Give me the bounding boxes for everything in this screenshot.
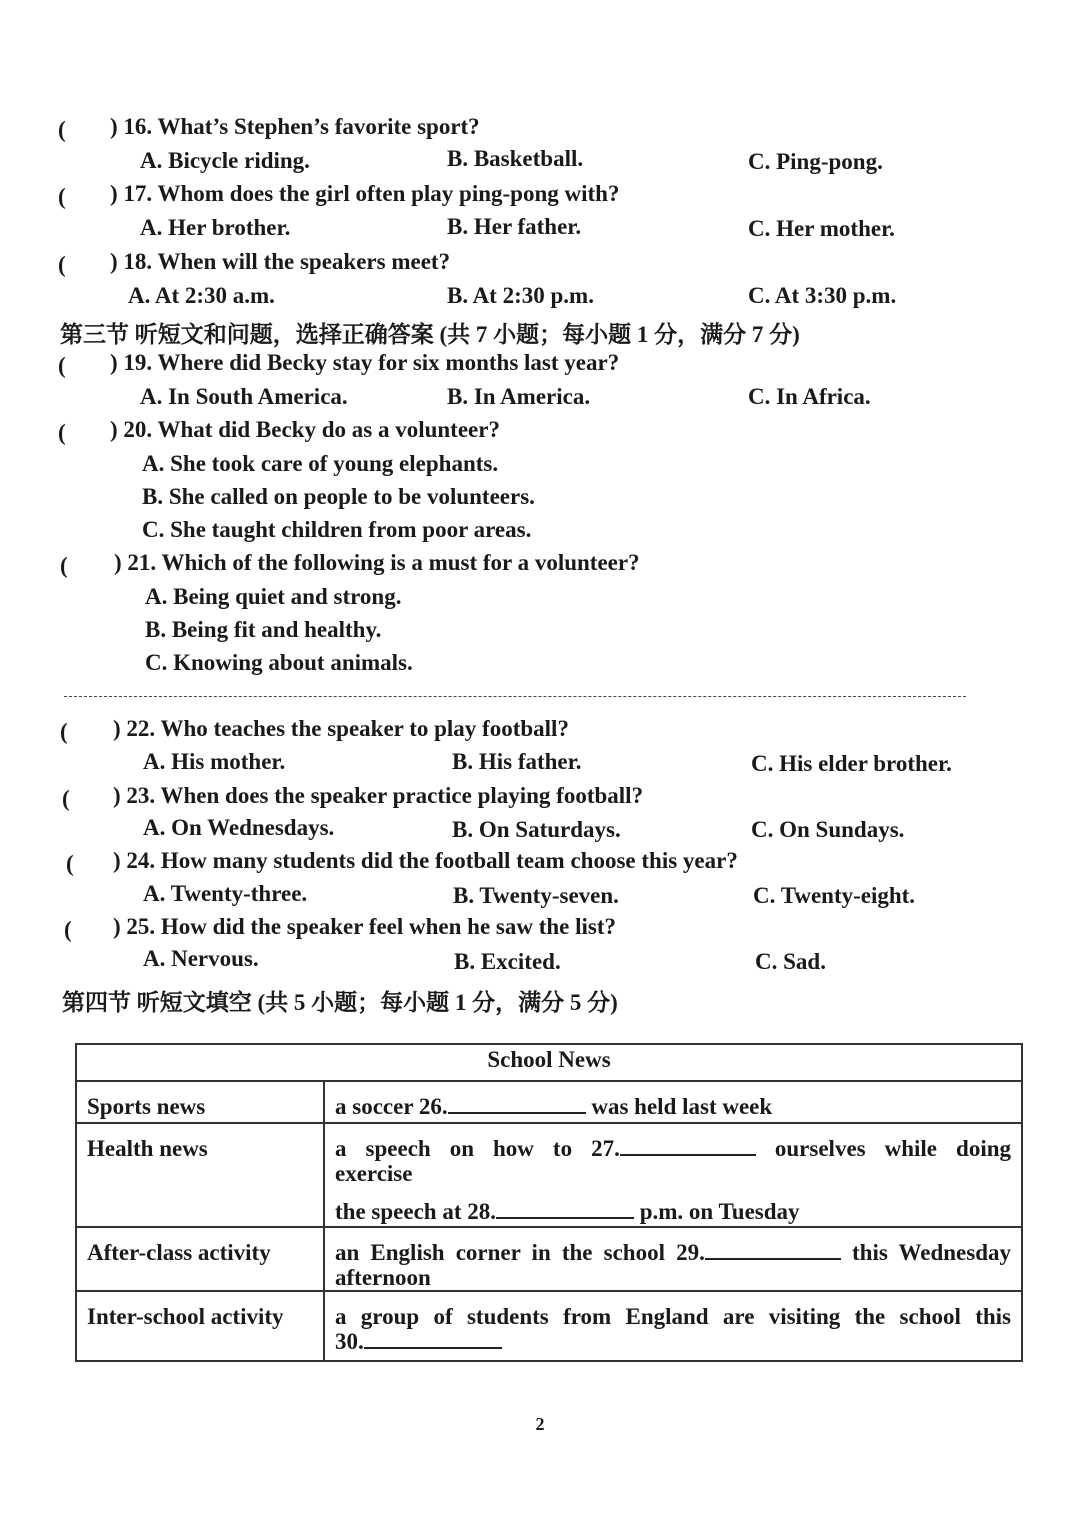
table-row xyxy=(76,1123,1022,1227)
question-21: ) 21. Which of the following is a must for a volunteer? xyxy=(114,550,640,575)
answer-paren: ( xyxy=(58,184,66,209)
page-number: 2 xyxy=(535,1414,545,1434)
option-18c: C. At 3:30 p.m. xyxy=(748,283,897,308)
answer-paren: ( xyxy=(60,719,68,744)
answer-paren: ( xyxy=(64,917,72,942)
option-23b: B. On Saturdays. xyxy=(452,817,621,842)
row-label-inter-school: Inter-school activity xyxy=(76,1291,324,1361)
option-19a: A. In South America. xyxy=(140,384,348,409)
health-text-3: the speech at 28. xyxy=(335,1199,496,1224)
after-class-text-2: this Wednesday afternoon xyxy=(335,1240,1011,1290)
option-21b: B. Being fit and healthy. xyxy=(145,617,382,642)
sports-text-1: a soccer 26. xyxy=(335,1094,448,1119)
option-25c: C. Sad. xyxy=(755,949,826,974)
question-16: ) 16. What’s Stephen’s favorite sport? xyxy=(110,114,480,139)
after-class-text-1: an English corner in the school 29. xyxy=(335,1240,705,1265)
option-18a: A. At 2:30 a.m. xyxy=(128,283,275,308)
answer-paren: ( xyxy=(58,117,66,142)
question-18: ) 18. When will the speakers meet? xyxy=(110,249,451,274)
option-23c: C. On Sundays. xyxy=(751,817,905,842)
option-24b: B. Twenty-seven. xyxy=(453,883,619,908)
option-20c: C. She taught children from poor areas. xyxy=(142,517,532,542)
question-25: ) 25. How did the speaker feel when he saw the list? xyxy=(113,914,617,939)
blank-28[interactable] xyxy=(496,1199,634,1219)
option-25a: A. Nervous. xyxy=(143,946,259,971)
option-22c: C. His elder brother. xyxy=(751,751,952,776)
answer-paren: ( xyxy=(62,786,70,811)
option-22b: B. His father. xyxy=(452,749,582,774)
answer-paren: ( xyxy=(66,851,74,876)
table-row xyxy=(76,1291,1022,1361)
option-19c: C. In Africa. xyxy=(748,384,871,409)
row-content-inter-school xyxy=(324,1291,1022,1361)
answer-paren: ( xyxy=(58,353,66,378)
row-content-after-class xyxy=(324,1227,1022,1291)
blank-30[interactable] xyxy=(364,1329,502,1349)
blank-27[interactable] xyxy=(620,1136,756,1156)
option-24a: A. Twenty-three. xyxy=(143,881,308,906)
option-16a: A. Bicycle riding. xyxy=(140,148,310,173)
option-19b: B. In America. xyxy=(447,384,591,409)
answer-paren: ( xyxy=(58,420,66,445)
inter-school-text-1: a group of students from England are visiting the school this 30. xyxy=(335,1304,1011,1354)
option-21a: A. Being quiet and strong. xyxy=(145,584,402,609)
school-news-table xyxy=(75,1043,1023,1362)
health-text-4: p.m. on Tuesday xyxy=(639,1199,800,1224)
option-16b: B. Basketball. xyxy=(447,146,584,171)
health-text-1: a speech on how to 27. xyxy=(335,1136,620,1161)
question-23: ) 23. When does the speaker practice playing football? xyxy=(113,783,644,808)
answer-paren: ( xyxy=(58,252,66,277)
dashed-divider xyxy=(64,696,966,697)
section-4-title: 第四节 听短文填空 (共 5 小题；每小题 1 分，满分 5 分) xyxy=(62,990,618,1015)
option-17a: A. Her brother. xyxy=(140,215,291,240)
option-17c: C. Her mother. xyxy=(748,216,895,241)
question-24: ) 24. How many students did the football team choose this year? xyxy=(113,848,738,873)
table-row xyxy=(76,1081,1022,1123)
option-20b: B. She called on people to be volunteers. xyxy=(142,484,535,509)
question-22: ) 22. Who teaches the speaker to play football? xyxy=(113,716,569,741)
blank-29[interactable] xyxy=(705,1240,841,1260)
question-17: ) 17. Whom does the girl often play ping-pong with? xyxy=(110,181,620,206)
option-21c: C. Knowing about animals. xyxy=(145,650,413,675)
option-24c: C. Twenty-eight. xyxy=(753,883,916,908)
option-22a: A. His mother. xyxy=(143,749,286,774)
question-19: ) 19. Where did Becky stay for six months last year? xyxy=(110,350,620,375)
option-23a: A. On Wednesdays. xyxy=(143,815,335,840)
row-label-sports: Sports news xyxy=(76,1081,324,1123)
table-title: School News xyxy=(76,1044,1022,1081)
section-3-title: 第三节 听短文和问题，选择正确答案 (共 7 小题；每小题 1 分，满分 7 分) xyxy=(60,322,800,347)
row-content-health xyxy=(324,1123,1022,1227)
blank-26[interactable] xyxy=(448,1094,586,1114)
answer-paren: ( xyxy=(60,553,68,578)
row-label-after-class: After-class activity xyxy=(76,1227,324,1291)
table-row xyxy=(76,1227,1022,1291)
question-20: ) 20. What did Becky do as a volunteer? xyxy=(110,417,500,442)
option-18b: B. At 2:30 p.m. xyxy=(447,283,594,308)
option-16c: C. Ping-pong. xyxy=(748,149,883,174)
health-text-2: ourselves while doing exercise xyxy=(335,1136,1012,1186)
row-label-health: Health news xyxy=(76,1123,324,1227)
option-25b: B. Excited. xyxy=(454,949,561,974)
option-20a: A. She took care of young elephants. xyxy=(142,451,499,476)
sports-text-2: was held last week xyxy=(591,1094,773,1119)
option-17b: B. Her father. xyxy=(447,214,582,239)
row-content-sports xyxy=(324,1081,1022,1123)
